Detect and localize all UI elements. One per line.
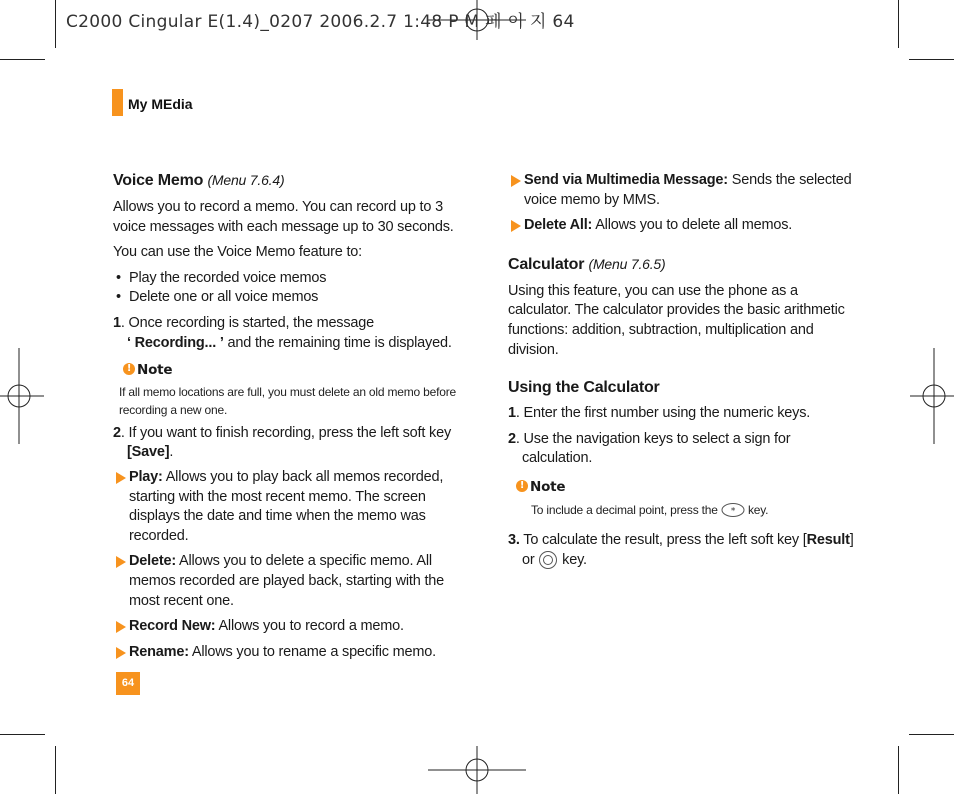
note-label: Note (137, 362, 173, 379)
calc-step-2 (508, 430, 858, 469)
note-label: Note (530, 478, 566, 495)
note-text (512, 501, 858, 519)
left-column (113, 170, 468, 662)
option-record-new (113, 617, 468, 637)
option-send-mms (508, 171, 858, 210)
crop-mark (0, 59, 45, 60)
crop-mark (55, 0, 56, 48)
option-label: Send via Multimedia Message: (524, 172, 728, 188)
step-text: . Use the navigation keys to select a sign for calculation. (515, 430, 791, 467)
option-text: Allows you to play back all memos recorded, starting with the most recent memo. The screen displays the date and time when the memo was recorded. (129, 468, 444, 544)
voice-memo-use-intro: You can use the Voice Memo feature to: (113, 244, 363, 261)
list-item: • Delete one or all voice memos (113, 288, 468, 308)
section-accent-bar (112, 89, 123, 116)
arrow-bullet-icon (511, 175, 521, 187)
step-text: . Once recording is started, the message (120, 314, 375, 331)
step-emphasis: Result (806, 531, 850, 548)
note-heading (512, 478, 858, 498)
right-column (508, 171, 858, 571)
step-number: 2 (113, 424, 121, 441)
option-text: Allows you to delete all memos. (592, 217, 793, 234)
registration-mark-icon (428, 746, 526, 794)
step-text: To calculate the result, press the left soft key [ (519, 531, 807, 548)
crop-mark (55, 746, 56, 794)
using-calculator-heading: Using the Calculator (508, 379, 660, 397)
voice-memo-menu: (Menu 7.6.4) (207, 172, 285, 188)
calculator-menu: (Menu 7.6.5) (588, 255, 666, 272)
option-rename (113, 643, 468, 663)
step-2 (113, 424, 468, 463)
option-label: Rename: (129, 643, 189, 660)
step-emphasis: [Save] (127, 444, 170, 461)
calc-step-3 (508, 531, 858, 571)
registration-mark-icon (910, 348, 954, 444)
note-heading (119, 361, 468, 381)
arrow-bullet-icon (116, 647, 126, 659)
step-text: key. (558, 551, 587, 568)
star-key-icon (721, 502, 745, 518)
option-delete-all (508, 216, 858, 236)
step-number: 1 (113, 314, 121, 331)
option-text: Allows you to delete a specific memo. All memos recorded are played back, starting with the most recent one. (129, 553, 444, 609)
option-label: Delete All: (524, 217, 593, 234)
ok-key-icon (538, 550, 558, 570)
voice-memo-intro: Allows you to record a memo. You can record up to 3 voice messages with each message up to 30 seconds. (113, 199, 454, 235)
print-header: C2000 Cingular E(1.4)_0207 2006.2.7 1:48 P M 페 이 지 64 (66, 12, 575, 32)
crop-mark (898, 746, 899, 794)
arrow-bullet-icon (116, 472, 126, 484)
step-number: 3. (508, 531, 520, 548)
note-text-part: key. (747, 502, 769, 517)
svg-text:*: * (730, 506, 735, 517)
option-label: Record New: (129, 618, 216, 635)
calc-step-1 (508, 404, 858, 424)
step-number: 2 (508, 430, 516, 447)
option-text: Allows you to record a memo. (215, 618, 404, 635)
option-label: Delete: (129, 553, 176, 570)
step-text: . (169, 444, 174, 461)
step-text: . Enter the first number using the numeric keys. (515, 405, 811, 422)
arrow-bullet-icon (116, 621, 126, 633)
note-box (113, 361, 468, 419)
section-title: My MEdia (128, 96, 193, 112)
note-text: If all memo locations are full, you must delete an old memo before recording a new one. (119, 384, 456, 417)
crop-mark (898, 0, 899, 48)
step-text: . If you want to finish recording, press the left soft key (120, 424, 451, 441)
note-icon: ! (123, 363, 135, 375)
crop-mark (909, 734, 954, 735)
note-icon: ! (516, 480, 528, 492)
crop-mark (0, 734, 45, 735)
calculator-intro: Using this feature, you can use the phone as a calculator. The calculator provides the basic arithmetic functions: addition, subtraction, multiplication and division. (508, 282, 845, 358)
option-text: Allows you to rename a specific memo. (188, 643, 436, 660)
voice-memo-title: Voice Memo (113, 172, 204, 189)
step-emphasis: ‘ Recording... ’ (127, 334, 224, 351)
arrow-bullet-icon (116, 556, 126, 568)
option-delete (113, 552, 468, 611)
option-text: Sends the selected voice memo by MMS. (524, 172, 852, 208)
note-text-part: To include a decimal point, press the (531, 502, 721, 517)
page-number: 64 (116, 672, 140, 695)
voice-memo-heading (113, 170, 468, 191)
calculator-heading (508, 254, 858, 275)
list-item: • Play the recorded voice memos (113, 269, 468, 289)
step-text: ] or (522, 531, 854, 568)
crop-mark (909, 59, 954, 60)
step-1 (113, 314, 468, 353)
arrow-bullet-icon (511, 220, 521, 232)
option-play (113, 468, 468, 546)
registration-mark-icon (0, 348, 44, 444)
step-text: and the remaining time is displayed. (223, 334, 452, 351)
calculator-title: Calculator (508, 255, 585, 273)
option-label: Play: (129, 468, 163, 485)
step-number: 1 (508, 405, 516, 422)
note-box (508, 478, 858, 519)
